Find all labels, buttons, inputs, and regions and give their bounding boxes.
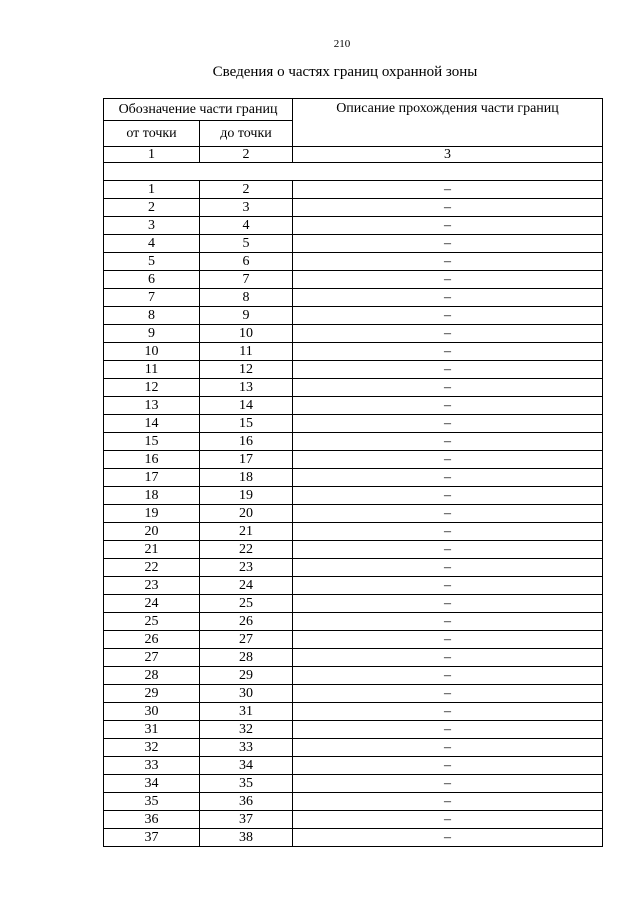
to-point-cell: 28 [200, 649, 293, 667]
column-numbers-row [104, 147, 603, 163]
header-from-point: от точки [104, 121, 200, 147]
table-row [104, 829, 603, 847]
from-point-cell: 29 [104, 685, 200, 703]
from-point-cell: 26 [104, 631, 200, 649]
to-point-cell: 18 [200, 469, 293, 487]
description-cell: – [293, 307, 603, 325]
table-row [104, 559, 603, 577]
table-row [104, 703, 603, 721]
table-row [104, 271, 603, 289]
column-number-3: 3 [293, 147, 603, 163]
table-row [104, 487, 603, 505]
to-point-cell: 37 [200, 811, 293, 829]
from-point-cell: 2 [104, 199, 200, 217]
to-point-cell: 36 [200, 793, 293, 811]
description-cell: – [293, 343, 603, 361]
from-point-cell: 12 [104, 379, 200, 397]
from-point-cell: 21 [104, 541, 200, 559]
table-row [104, 811, 603, 829]
from-point-cell: 8 [104, 307, 200, 325]
from-point-cell: 23 [104, 577, 200, 595]
to-point-cell: 7 [200, 271, 293, 289]
to-point-cell: 8 [200, 289, 293, 307]
from-point-cell: 22 [104, 559, 200, 577]
table-row [104, 667, 603, 685]
header-to-point: до точки [200, 121, 293, 147]
from-point-cell: 20 [104, 523, 200, 541]
table-row [104, 307, 603, 325]
table-row [104, 289, 603, 307]
to-point-cell: 11 [200, 343, 293, 361]
table-row [104, 721, 603, 739]
from-point-cell: 31 [104, 721, 200, 739]
to-point-cell: 33 [200, 739, 293, 757]
description-cell: – [293, 325, 603, 343]
page-number: 210 [333, 38, 351, 50]
description-cell: – [293, 433, 603, 451]
to-point-cell: 19 [200, 487, 293, 505]
to-point-cell: 10 [200, 325, 293, 343]
to-point-cell: 26 [200, 613, 293, 631]
to-point-cell: 32 [200, 721, 293, 739]
description-cell: – [293, 217, 603, 235]
to-point-cell: 27 [200, 631, 293, 649]
from-point-cell: 37 [104, 829, 200, 847]
to-point-cell: 20 [200, 505, 293, 523]
to-point-cell: 14 [200, 397, 293, 415]
table-row [104, 631, 603, 649]
description-cell: – [293, 721, 603, 739]
description-cell: – [293, 451, 603, 469]
to-point-cell: 25 [200, 595, 293, 613]
from-point-cell: 16 [104, 451, 200, 469]
description-cell: – [293, 811, 603, 829]
description-cell: – [293, 487, 603, 505]
table-row [104, 235, 603, 253]
table-header-row [104, 99, 603, 121]
from-point-cell: 5 [104, 253, 200, 271]
from-point-cell: 25 [104, 613, 200, 631]
to-point-cell: 35 [200, 775, 293, 793]
description-cell: – [293, 379, 603, 397]
from-point-cell: 32 [104, 739, 200, 757]
from-point-cell: 18 [104, 487, 200, 505]
table-row [104, 343, 603, 361]
description-cell: – [293, 541, 603, 559]
description-cell: – [293, 505, 603, 523]
description-cell: – [293, 523, 603, 541]
from-point-cell: 14 [104, 415, 200, 433]
table-row [104, 379, 603, 397]
to-point-cell: 4 [200, 217, 293, 235]
from-point-cell: 15 [104, 433, 200, 451]
from-point-cell: 11 [104, 361, 200, 379]
description-cell: – [293, 271, 603, 289]
to-point-cell: 23 [200, 559, 293, 577]
description-cell: – [293, 613, 603, 631]
to-point-cell: 6 [200, 253, 293, 271]
description-cell: – [293, 775, 603, 793]
table-row [104, 793, 603, 811]
table-row [104, 577, 603, 595]
description-cell: – [293, 739, 603, 757]
table-row [104, 361, 603, 379]
to-point-cell: 16 [200, 433, 293, 451]
from-point-cell: 3 [104, 217, 200, 235]
spacer-row [104, 163, 603, 181]
description-cell: – [293, 253, 603, 271]
description-cell: – [293, 685, 603, 703]
table-row [104, 541, 603, 559]
table-row [104, 757, 603, 775]
table-row [104, 775, 603, 793]
to-point-cell: 29 [200, 667, 293, 685]
description-cell: – [293, 667, 603, 685]
table-row [104, 397, 603, 415]
description-cell: – [293, 289, 603, 307]
description-cell: – [293, 577, 603, 595]
description-cell: – [293, 595, 603, 613]
description-cell: – [293, 415, 603, 433]
to-point-cell: 22 [200, 541, 293, 559]
from-point-cell: 34 [104, 775, 200, 793]
table-row [104, 523, 603, 541]
table-row [104, 433, 603, 451]
description-cell: – [293, 631, 603, 649]
description-cell: – [293, 181, 603, 199]
to-point-cell: 34 [200, 757, 293, 775]
description-cell: – [293, 235, 603, 253]
description-cell: – [293, 649, 603, 667]
header-boundary-designation: Обозначение части границ [104, 99, 293, 121]
to-point-cell: 5 [200, 235, 293, 253]
to-point-cell: 12 [200, 361, 293, 379]
from-point-cell: 4 [104, 235, 200, 253]
header-description: Описание прохождения части границ [293, 99, 603, 147]
description-cell: – [293, 757, 603, 775]
table-row [104, 325, 603, 343]
from-point-cell: 1 [104, 181, 200, 199]
to-point-cell: 2 [200, 181, 293, 199]
table-row [104, 505, 603, 523]
to-point-cell: 15 [200, 415, 293, 433]
from-point-cell: 30 [104, 703, 200, 721]
boundary-parts-table [103, 98, 603, 847]
table-row [104, 253, 603, 271]
to-point-cell: 13 [200, 379, 293, 397]
from-point-cell: 6 [104, 271, 200, 289]
column-number-2: 2 [200, 147, 293, 163]
description-cell: – [293, 559, 603, 577]
table-row [104, 685, 603, 703]
from-point-cell: 36 [104, 811, 200, 829]
description-cell: – [293, 199, 603, 217]
to-point-cell: 17 [200, 451, 293, 469]
from-point-cell: 28 [104, 667, 200, 685]
from-point-cell: 33 [104, 757, 200, 775]
from-point-cell: 35 [104, 793, 200, 811]
description-cell: – [293, 361, 603, 379]
spacer-cell [104, 163, 603, 181]
from-point-cell: 9 [104, 325, 200, 343]
from-point-cell: 19 [104, 505, 200, 523]
from-point-cell: 7 [104, 289, 200, 307]
table-row [104, 217, 603, 235]
to-point-cell: 9 [200, 307, 293, 325]
to-point-cell: 21 [200, 523, 293, 541]
from-point-cell: 13 [104, 397, 200, 415]
from-point-cell: 27 [104, 649, 200, 667]
table-row [104, 181, 603, 199]
description-cell: – [293, 469, 603, 487]
description-cell: – [293, 793, 603, 811]
description-cell: – [293, 829, 603, 847]
to-point-cell: 30 [200, 685, 293, 703]
page-title: Сведения о частях границ охранной зоны [212, 64, 478, 80]
to-point-cell: 31 [200, 703, 293, 721]
table-row [104, 595, 603, 613]
table-row [104, 469, 603, 487]
from-point-cell: 24 [104, 595, 200, 613]
table-row [104, 649, 603, 667]
table-body [104, 181, 603, 847]
from-point-cell: 17 [104, 469, 200, 487]
table-row [104, 613, 603, 631]
table-row [104, 451, 603, 469]
description-cell: – [293, 397, 603, 415]
to-point-cell: 3 [200, 199, 293, 217]
to-point-cell: 38 [200, 829, 293, 847]
description-cell: – [293, 703, 603, 721]
column-number-1: 1 [104, 147, 200, 163]
to-point-cell: 24 [200, 577, 293, 595]
table-row [104, 199, 603, 217]
table-row [104, 739, 603, 757]
table-row [104, 415, 603, 433]
from-point-cell: 10 [104, 343, 200, 361]
